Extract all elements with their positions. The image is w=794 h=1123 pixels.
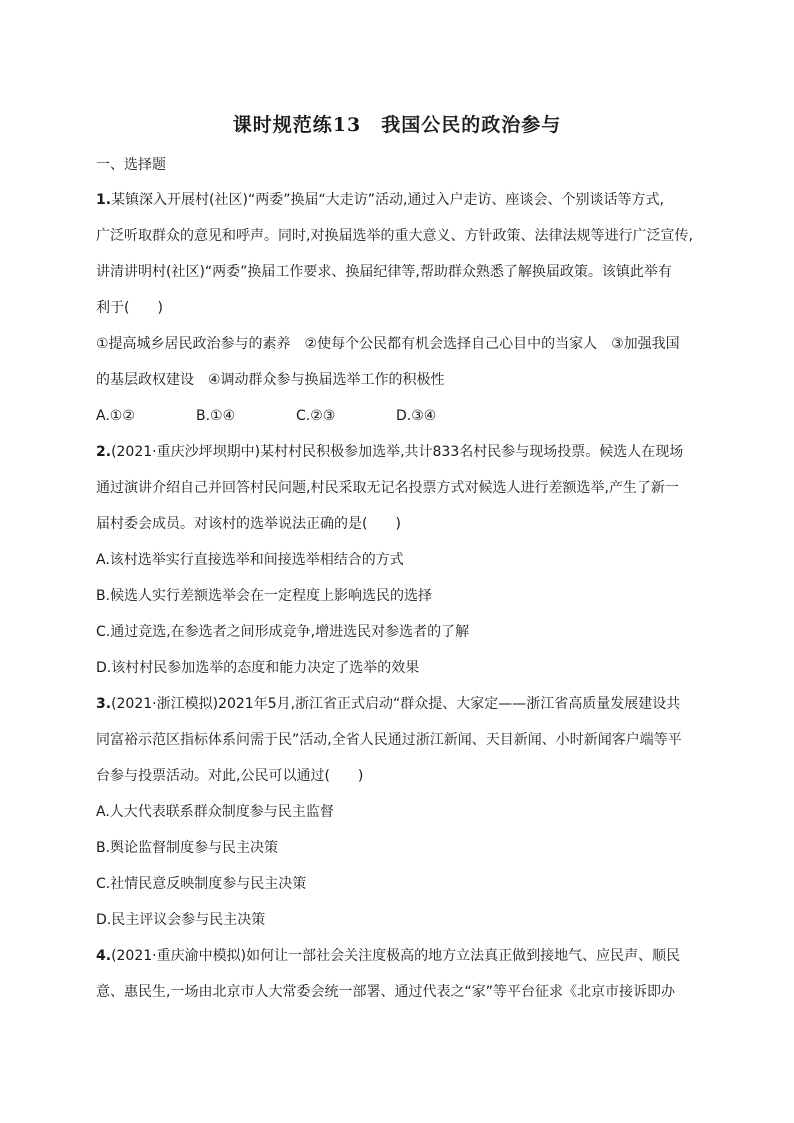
question-3 [96,686,696,938]
option-a: A.人大代表联系群众制度参与民主监督 [96,804,334,820]
question-1 [96,182,696,434]
option-a: A.该村选举实行直接选举和间接选举相结合的方式 [96,552,404,568]
option-d: D.③④ [396,408,437,424]
question-text: 意、惠民生,一场由北京市人大常委会统一部署、通过代表之“家”等平台征求《北京市接诉即办 [96,984,675,1000]
option-b: B.舆论监督制度参与民主决策 [96,840,279,856]
question-text: 台参与投票活动。对此,公民可以通过( ) [96,768,364,784]
statement-text: ①提高城乡居民政治参与的素养 ②使每个公民都有机会选择自己心目中的当家人 ③加强我国 [96,336,680,352]
question-number: 3. [96,696,112,712]
option-c: C.社情民意反映制度参与民主决策 [96,876,307,892]
question-text: 讲清讲明村(社区)“两委”换届工作要求、换届纪律等,帮助群众熟悉了解换届政策。该镇此举有 [96,264,672,280]
page-title: 课时规范练13 我国公民的政治参与 [232,114,562,136]
option-b: B.①④ [196,408,236,424]
question-text: 利于( ) [96,300,163,316]
question-number: 2. [96,444,112,460]
question-number: 1. [96,192,112,208]
option-d: D.该村村民参加选举的态度和能力决定了选举的效果 [96,660,420,676]
question-number: 4. [96,948,112,964]
question-4 [96,938,696,1010]
question-text: (2021·浙江模拟)2021年5月,浙江省正式启动“群众提、大家定——浙江省高质量发展建设共 [111,696,681,712]
option-row [96,398,696,434]
question-2 [96,434,696,686]
option-a: A.①② [96,408,135,424]
question-text: (2021·重庆沙坪坝期中)某村村民积极参加选举,共计833名村民参与现场投票。候选人在现场 [111,444,684,460]
option-d: D.民主评议会参与民主决策 [96,912,266,928]
question-text: 同富裕示范区指标体系问需于民”活动,全省人民通过浙江新闻、天目新闻、小时新闻客户端等平 [96,732,682,748]
question-list [96,182,696,1010]
option-c: C.②③ [296,408,336,424]
question-text: (2021·重庆渝中模拟)如何让一部社会关注度极高的地方立法真正做到接地气、应民声、顺民 [111,948,681,964]
option-b: B.候选人实行差额选举会在一定程度上影响选民的选择 [96,588,433,604]
question-text: 届村委会成员。对该村的选举说法正确的是( ) [96,516,401,532]
statement-text: 的基层政权建设 ④调动群众参与换届选举工作的积极性 [96,372,445,388]
option-c: C.通过竞选,在参选者之间形成竞争,增进选民对参选者的了解 [96,624,470,640]
question-text: 通过演讲介绍自己并回答村民问题,村民采取无记名投票方式对候选人进行差额选举,产生了新一 [96,480,679,496]
section-heading: 一、选择题 [96,157,166,173]
question-text: 广泛听取群众的意见和呼声。同时,对换届选举的重大意义、方针政策、法律法规等进行广泛宣传, [96,228,693,244]
question-text: 某镇深入开展村(社区)“两委”换届“大走访”活动,通过入户走访、座谈会、个别谈话等方式, [111,192,664,208]
